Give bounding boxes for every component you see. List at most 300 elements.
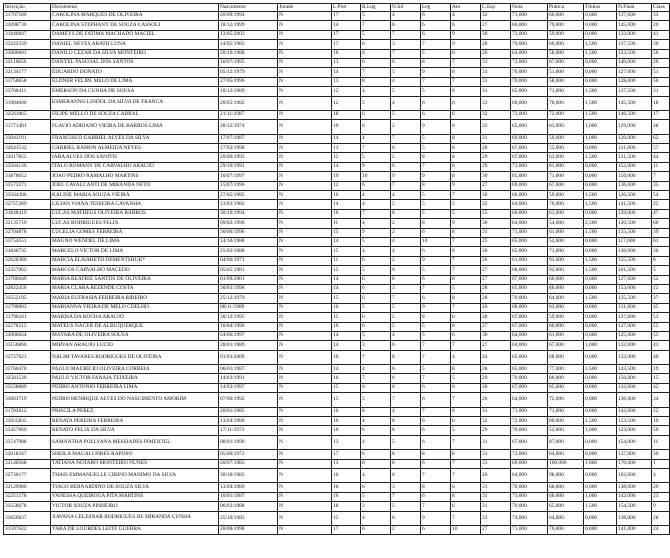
- table-row: [4, 393, 670, 407]
- table-cell: 4: [361, 191, 391, 200]
- table-cell: 5: [421, 134, 451, 143]
- table-cell: 13: [332, 58, 361, 67]
- table-cell: 15: [332, 313, 361, 322]
- table-cell: 0,000: [584, 275, 617, 284]
- table-cell: 6: [391, 275, 421, 284]
- table-cell: 04/06/1971: [219, 256, 278, 265]
- table-row: [4, 228, 670, 237]
- table-cell: 7: [361, 144, 391, 153]
- table-cell: 64,000: [548, 294, 584, 303]
- table-cell: 44: [652, 153, 670, 162]
- table-cell: 71,000: [511, 12, 548, 21]
- table-cell: 27: [481, 525, 511, 534]
- table-cell: 13/04/1989: [219, 483, 278, 492]
- table-cell: 17/07/1987: [219, 134, 278, 143]
- table-cell: 52,000: [548, 237, 584, 246]
- table-row: [4, 407, 670, 416]
- table-cell: 1,500: [584, 200, 617, 209]
- table-cell: 5: [361, 153, 391, 162]
- table-cell: 37: [652, 294, 670, 303]
- table-cell: 64,000: [511, 393, 548, 407]
- table-cell: 4: [361, 247, 391, 256]
- table-cell: 08/01/1990: [219, 435, 278, 449]
- table-cell: 8: [361, 77, 391, 86]
- table-cell: 6: [361, 426, 391, 435]
- table-row: [4, 331, 670, 340]
- table-cell: 14/03/1991: [219, 374, 278, 383]
- table-cell: 6: [421, 96, 451, 110]
- table-cell: 138,000: [617, 483, 652, 492]
- header-row: [4, 4, 670, 12]
- table-cell: 5: [391, 110, 421, 119]
- table-cell: 8: [451, 450, 481, 459]
- table-cell: 51,000: [548, 68, 584, 77]
- table-cell: 31: [481, 407, 511, 416]
- table-cell: 5: [421, 87, 451, 96]
- table-cell: 4: [361, 87, 391, 96]
- table-cell: 70,000: [548, 525, 584, 534]
- table-cell: KALINE MARIA SOUZA VIEIRA: [51, 191, 219, 200]
- table-cell: 28/01/1989: [219, 341, 278, 350]
- table-cell: 28: [481, 313, 511, 322]
- table-cell: 7: [451, 393, 481, 407]
- table-cell: 25: [652, 200, 670, 209]
- table-cell: 5: [421, 144, 451, 153]
- table-cell: 156,000: [617, 172, 652, 181]
- table-cell: 0,000: [584, 393, 617, 407]
- table-cell: 31: [481, 492, 511, 501]
- table-cell: 33: [481, 68, 511, 77]
- table-cell: MATEUS NACER DE ALBUQUERQUE: [51, 322, 219, 331]
- table-cell: 64,000: [511, 200, 548, 209]
- table-cell: TIAGO BERNARDINO DE SOUZA SILVA: [51, 483, 219, 492]
- table-cell: 6: [421, 383, 451, 392]
- table-cell: 6: [421, 525, 451, 534]
- table-cell: 35: [652, 181, 670, 190]
- table-cell: 4: [361, 417, 391, 426]
- table-cell: N: [278, 68, 332, 77]
- table-cell: 10/07/1995: [219, 58, 278, 67]
- table-cell: 14: [332, 284, 361, 293]
- table-cell: 28/08/1998: [219, 525, 278, 534]
- table-cell: 8: [652, 256, 670, 265]
- table-cell: 79,000: [548, 21, 584, 30]
- table-cell: 28: [481, 365, 511, 374]
- table-cell: VICTOR SOUZA PINHEIRO: [51, 502, 219, 511]
- table-cell: 6: [421, 426, 451, 435]
- table-cell: 8: [451, 228, 481, 237]
- table-row: [4, 341, 670, 350]
- table-cell: 33558678: [4, 502, 51, 511]
- table-cell: 28: [481, 247, 511, 256]
- table-cell: 93,000: [548, 256, 584, 265]
- table-cell: 33098736: [4, 21, 51, 30]
- table-cell: 9: [451, 40, 481, 49]
- table-cell: 59,000: [548, 30, 584, 39]
- column-header: Títulos: [584, 4, 617, 12]
- table-cell: 117,000: [617, 237, 652, 246]
- table-cell: 17: [332, 40, 361, 49]
- table-cell: 51: [652, 68, 670, 77]
- table-cell: N: [278, 341, 332, 350]
- table-cell: 15: [332, 228, 361, 237]
- table-cell: 72,000: [548, 393, 584, 407]
- table-cell: 0,000: [584, 383, 617, 392]
- table-cell: LUCAS MATHEUS OLIVEIRA BARROS: [51, 209, 219, 218]
- table-cell: 31: [481, 450, 511, 459]
- table-cell: 8: [451, 153, 481, 162]
- table-cell: 7: [451, 256, 481, 265]
- column-header: Leg: [421, 4, 451, 12]
- table-cell: 73,000: [511, 450, 548, 459]
- table-cell: 63,000: [548, 153, 584, 162]
- table-cell: 0,000: [584, 284, 617, 293]
- table-cell: 31: [481, 483, 511, 492]
- table-cell: 0,000: [584, 322, 617, 331]
- column-header: Jurado: [278, 4, 332, 12]
- table-cell: 4: [361, 219, 391, 228]
- table-cell: 32757289: [4, 200, 51, 209]
- table-cell: 31: [481, 77, 511, 86]
- table-cell: 65,000: [548, 383, 584, 392]
- table-cell: MARIANNA VIEIRA DE MELO COELHO: [51, 303, 219, 312]
- table-cell: 10: [421, 237, 451, 246]
- table-cell: 7: [451, 435, 481, 449]
- table-cell: DANILO CEZAR DA SILVA MONTEIRO: [51, 49, 219, 58]
- table-cell: 17/03/1998: [219, 144, 278, 153]
- table-cell: 14: [332, 162, 361, 171]
- table-cell: 17: [332, 12, 361, 21]
- table-cell: 0,000: [584, 511, 617, 525]
- table-cell: 156,000: [617, 374, 652, 383]
- table-cell: 54: [652, 191, 670, 200]
- table-row: [4, 77, 670, 86]
- table-cell: 2: [391, 525, 421, 534]
- table-cell: 8: [451, 247, 481, 256]
- table-cell: 33006624: [4, 331, 51, 340]
- table-cell: 0,000: [584, 525, 617, 534]
- table-cell: 32727623: [4, 350, 51, 364]
- table-cell: N: [278, 162, 332, 171]
- table-cell: 100,000: [548, 459, 584, 468]
- table-cell: SAMANTHA POLLYANA MESSIADES PIMENTEL: [51, 435, 219, 449]
- table-cell: 4: [361, 134, 391, 143]
- table-cell: N: [278, 247, 332, 256]
- table-cell: 6: [421, 459, 451, 468]
- table-cell: 7: [391, 393, 421, 407]
- table-cell: 26/09/1994: [219, 12, 278, 21]
- table-row: [4, 450, 670, 459]
- table-cell: 45: [652, 303, 670, 312]
- table-cell: 63,000: [548, 120, 584, 134]
- table-row: [4, 303, 670, 312]
- table-cell: 33573271: [4, 181, 51, 190]
- table-cell: 9: [361, 162, 391, 171]
- table-cell: 6: [451, 483, 481, 492]
- table-cell: 26: [481, 468, 511, 482]
- table-cell: 16: [332, 209, 361, 218]
- table-row: [4, 144, 670, 153]
- table-cell: 10: [332, 120, 361, 134]
- table-cell: 61,000: [548, 228, 584, 237]
- table-cell: 59,000: [548, 313, 584, 322]
- table-cell: 9: [421, 120, 451, 134]
- table-cell: 8: [451, 68, 481, 77]
- table-cell: 31840607: [4, 30, 51, 39]
- table-cell: 33564130: [4, 162, 51, 171]
- table-cell: 6: [391, 511, 421, 525]
- table-row: [4, 209, 670, 218]
- table-cell: 71,000: [548, 87, 584, 96]
- table-cell: N: [278, 181, 332, 190]
- table-row: [4, 237, 670, 246]
- table-cell: 7: [391, 30, 421, 39]
- table-row: [4, 172, 670, 181]
- table-cell: 67,000: [511, 144, 548, 153]
- table-cell: MARCELO VICTOR DE LIMA: [51, 247, 219, 256]
- table-cell: N: [278, 144, 332, 153]
- table-cell: 152,000: [617, 162, 652, 171]
- table-cell: 6: [451, 110, 481, 119]
- table-cell: 70,000: [511, 483, 548, 492]
- table-cell: 0,000: [584, 181, 617, 190]
- table-row: [4, 256, 670, 265]
- table-cell: 1,000: [584, 120, 617, 134]
- table-cell: 64,000: [511, 468, 548, 482]
- table-cell: 14/03/1997: [219, 383, 278, 392]
- table-cell: 136,000: [617, 181, 652, 190]
- table-cell: EDUARDO DONATO: [51, 68, 219, 77]
- table-cell: 50: [652, 77, 670, 86]
- table-cell: 9: [421, 172, 451, 181]
- table-cell: 7: [421, 502, 451, 511]
- table-cell: 7: [391, 294, 421, 303]
- table-cell: 71,000: [511, 525, 548, 534]
- table-cell: 161,500: [617, 266, 652, 275]
- table-row: [4, 374, 670, 383]
- table-cell: 11: [332, 219, 361, 228]
- table-cell: 70,000: [511, 294, 548, 303]
- table-cell: MARIA CLARA REZENDE COSTA: [51, 284, 219, 293]
- table-cell: ESMERANNO LINDOL DA SILVA DE FRANCA: [51, 96, 219, 110]
- table-cell: 6: [451, 331, 481, 340]
- table-cell: 15: [332, 294, 361, 303]
- table-cell: 7: [451, 341, 481, 350]
- table-cell: 153,000: [617, 284, 652, 293]
- table-cell: 6: [421, 228, 451, 237]
- table-cell: 9: [451, 30, 481, 39]
- table-cell: 9: [421, 303, 451, 312]
- table-cell: 68,000: [548, 350, 584, 364]
- table-cell: 6: [361, 40, 391, 49]
- table-cell: 4: [391, 77, 421, 86]
- table-cell: 31797180: [4, 12, 51, 21]
- table-cell: 5: [391, 502, 421, 511]
- table-cell: 34: [652, 393, 670, 407]
- table-cell: N: [278, 77, 332, 86]
- table-cell: 4: [451, 12, 481, 21]
- table-cell: 6: [391, 365, 421, 374]
- table-cell: 67,000: [511, 435, 548, 449]
- table-cell: 133,500: [617, 228, 652, 237]
- table-cell: 131,000: [617, 303, 652, 312]
- table-cell: 6: [391, 266, 421, 275]
- table-cell: 24: [652, 525, 670, 534]
- table-cell: 10: [652, 417, 670, 426]
- table-cell: 63,000: [548, 303, 584, 312]
- table-cell: 8: [451, 365, 481, 374]
- table-cell: 06/01/1987: [219, 365, 278, 374]
- table-cell: 5: [652, 266, 670, 275]
- table-cell: 5: [391, 153, 421, 162]
- table-cell: 33683719: [4, 393, 51, 407]
- table-row: [4, 96, 670, 110]
- table-cell: 10: [451, 525, 481, 534]
- table-cell: 6: [451, 120, 481, 134]
- table-cell: 6: [391, 459, 421, 468]
- table-cell: 5: [361, 303, 391, 312]
- table-cell: LUCAS RODRIGUES FELIX: [51, 219, 219, 228]
- table-cell: 4: [391, 407, 421, 416]
- table-cell: FRANCISCO GABRIEL ALVES DA SILVA: [51, 134, 219, 143]
- table-cell: 9: [421, 68, 451, 77]
- table-cell: 13/05/2003: [219, 30, 278, 39]
- table-cell: 19: [332, 172, 361, 181]
- table-cell: 6: [451, 21, 481, 30]
- table-cell: 32017855: [4, 153, 51, 162]
- table-cell: 11: [652, 435, 670, 449]
- table-cell: 0,000: [584, 209, 617, 218]
- table-row: [4, 275, 670, 284]
- table-cell: 14: [332, 21, 361, 30]
- table-cell: 5: [421, 266, 451, 275]
- table-cell: 5: [391, 200, 421, 209]
- table-cell: 4: [361, 511, 391, 525]
- table-cell: 1,500: [584, 49, 617, 58]
- table-cell: 26: [481, 49, 511, 58]
- table-cell: 140,000: [617, 58, 652, 67]
- table-cell: N: [278, 209, 332, 218]
- table-cell: 71,000: [511, 407, 548, 416]
- table-cell: 0,000: [584, 350, 617, 364]
- table-cell: 67,000: [511, 275, 548, 284]
- table-cell: 6: [361, 256, 391, 265]
- table-cell: 4: [391, 96, 421, 110]
- table-cell: 5: [421, 322, 451, 331]
- table-cell: 56: [652, 49, 670, 58]
- table-cell: N: [278, 266, 332, 275]
- table-cell: 55: [652, 322, 670, 331]
- table-cell: 29: [481, 162, 511, 171]
- table-cell: 8: [391, 350, 421, 364]
- table-cell: 30/03/1998: [219, 284, 278, 293]
- table-cell: 7: [391, 181, 421, 190]
- table-cell: 7: [421, 162, 451, 171]
- table-cell: 123,500: [617, 49, 652, 58]
- table-cell: ELDNER FELIPE MELO DE LIMA: [51, 77, 219, 86]
- table-cell: 32134177: [4, 68, 51, 77]
- table-cell: 5: [391, 68, 421, 77]
- table-cell: 69,000: [511, 459, 548, 468]
- table-cell: 4: [391, 237, 421, 246]
- table-cell: N: [278, 284, 332, 293]
- table-cell: 129,000: [617, 209, 652, 218]
- table-cell: 6: [421, 417, 451, 426]
- table-cell: 5: [421, 209, 451, 218]
- table-cell: 10/07/1997: [219, 172, 278, 181]
- table-cell: THAIS EMMANUELLE CIRINO MANIMO DA SILVA: [51, 468, 219, 482]
- table-cell: 1: [652, 459, 670, 468]
- table-cell: 32760470: [4, 365, 51, 374]
- table-cell: 18: [332, 110, 361, 119]
- table-cell: N: [278, 450, 332, 459]
- table-cell: 13: [332, 459, 361, 468]
- table-cell: 71,000: [511, 228, 548, 237]
- table-cell: 31: [481, 228, 511, 237]
- table-row: [4, 313, 670, 322]
- table-cell: 70,000: [511, 502, 548, 511]
- table-cell: EMERSON DA CUNHA DE SOUSA: [51, 87, 219, 96]
- table-cell: 31: [481, 502, 511, 511]
- column-header: L.Port: [332, 4, 361, 12]
- column-header: Atu: [451, 4, 481, 12]
- table-cell: 6: [361, 120, 391, 134]
- table-row: [4, 417, 670, 426]
- table-cell: 65,000: [548, 502, 584, 511]
- table-cell: GABRIEL RAMON ALMEIDA NEVES: [51, 144, 219, 153]
- table-cell: 5: [451, 200, 481, 209]
- table-cell: N: [278, 407, 332, 416]
- table-cell: 85,000: [511, 172, 548, 181]
- table-cell: 30: [481, 331, 511, 340]
- table-cell: 18/12/1999: [219, 21, 278, 30]
- table-cell: N: [278, 459, 332, 468]
- table-cell: 5: [421, 331, 451, 340]
- table-cell: 68,000: [548, 483, 584, 492]
- table-cell: 3: [391, 483, 421, 492]
- table-cell: 5: [391, 322, 421, 331]
- table-cell: N: [278, 228, 332, 237]
- table-cell: 5: [421, 200, 451, 209]
- table-cell: N: [278, 502, 332, 511]
- table-cell: 7: [361, 209, 391, 218]
- table-cell: 6: [421, 492, 451, 501]
- table-cell: 31786049: [4, 275, 51, 284]
- table-cell: 33156866: [4, 341, 51, 350]
- table-cell: 131,500: [617, 153, 652, 162]
- table-cell: 0,000: [584, 435, 617, 449]
- table-cell: 33558809: [4, 383, 51, 392]
- table-cell: NALIM TAVARES RODRIGUES DE OLIVEIRA: [51, 350, 219, 364]
- table-cell: 8: [451, 322, 481, 331]
- table-cell: 0,000: [584, 237, 617, 246]
- table-cell: 13: [332, 144, 361, 153]
- table-cell: N: [278, 219, 332, 228]
- table-cell: 126,500: [617, 191, 652, 200]
- table-cell: 27: [481, 275, 511, 284]
- table-cell: 132,000: [617, 341, 652, 350]
- table-cell: 7: [391, 49, 421, 58]
- table-cell: 61: [652, 237, 670, 246]
- table-cell: 55: [652, 331, 670, 340]
- table-cell: 66,000: [511, 96, 548, 110]
- table-cell: 30: [652, 40, 670, 49]
- table-cell: 154,000: [617, 435, 652, 449]
- table-cell: 30/06/1996: [219, 228, 278, 237]
- table-cell: 1,000: [584, 492, 617, 501]
- table-cell: 2: [391, 228, 421, 237]
- table-cell: 31790341: [4, 313, 51, 322]
